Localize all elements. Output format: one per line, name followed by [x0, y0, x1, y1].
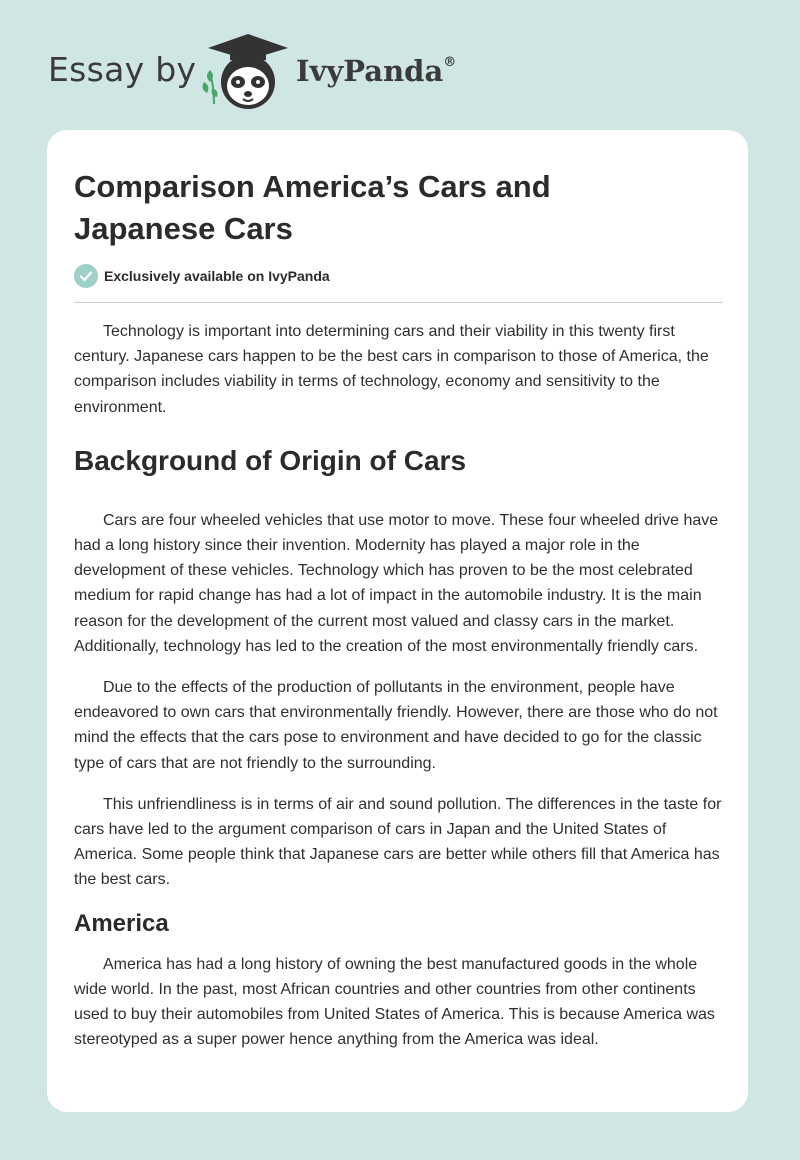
- intro-paragraph: Technology is important into determining cars and their viability in this twenty first century. Japanese cars happen to be the best cars in comparison to those of America, the comparison includes viability in terms of technology, economy and sensitivity to the environment.: [74, 323, 709, 416]
- paragraph: This unfriendliness is in terms of air and sound pollution. The differences in the taste for cars have led to the argument comparison of cars in Japan and the United States of America. Some people think that Japanese cars are better while others fill that America has the best cars.: [74, 795, 722, 889]
- brand-text: IvyPanda: [296, 54, 444, 88]
- brand-name[interactable]: [296, 54, 456, 88]
- ivypanda-logo[interactable]: [200, 32, 296, 112]
- registered-mark: ®: [443, 55, 457, 71]
- exclusive-badge: [74, 263, 330, 289]
- essay-by-label: Essay by: [48, 50, 197, 89]
- essay-body: [74, 319, 726, 1068]
- essay-card: [47, 130, 748, 1112]
- exclusive-label: Exclusively available on IvyPanda: [104, 268, 330, 284]
- section-heading-america: America: [74, 909, 169, 937]
- page-title: Comparison America’s Cars and Japanese Cars: [74, 169, 551, 246]
- checkmark-icon: [74, 264, 98, 288]
- site-header: [0, 0, 800, 130]
- paragraph: Due to the effects of the production of pollutants in the environment, people have endeavored to own cars that environmentally friendly. However, there are those who do not mind the effects that the cars pose to environment and have decided to go for the classic type of cars that are not friendly to the surrounding.: [74, 679, 718, 772]
- section-heading-background: Background of Origin of Cars: [74, 444, 467, 476]
- paragraph: Cars are four wheeled vehicles that use motor to move. These four wheeled drive have had a long history since their invention. Modernity has played a major role in the development of these vehicles. Technology which has proven to be the most celebrated medium for rapid change has had a lot of impact in the automobile industry. It is the main reason for the development of the current most valued and classy cars in the market. Additionally, technology has led to the creation of the most environmentally friendly cars.: [74, 511, 719, 655]
- paragraph: America has had a long history of owning the best manufactured goods in the whole wide world. In the past, most African countries and other countries from other continents used to buy their automobiles from United States of America. This is because America was stereotyped as a super power hence anything from the America was ideal.: [74, 955, 715, 1049]
- divider: [74, 302, 723, 303]
- panda-logo-icon: [200, 32, 296, 112]
